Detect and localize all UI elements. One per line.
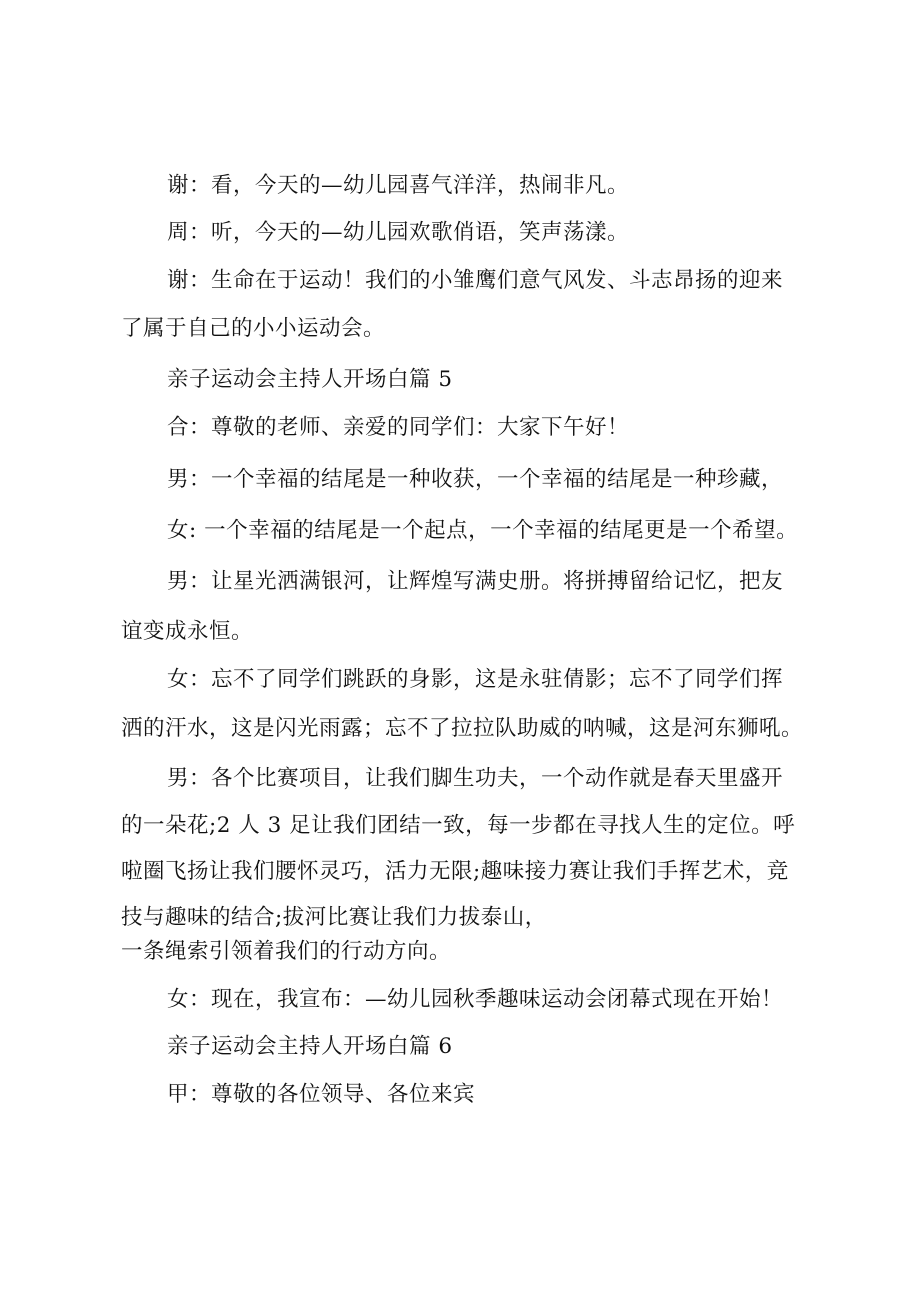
section-heading-5: 亲子运动会主持人开场白篇 5 bbox=[167, 367, 453, 392]
paragraph-xie-2-line-1: 谢：生命在于运动！我们的小雏鹰们意气风发、斗志昂扬的迎来 bbox=[167, 268, 784, 293]
paragraph-nv-2-line-2: 洒的汗水，这是闪光雨露；忘不了拉拉队助威的呐喊，这是河东狮吼。 bbox=[121, 716, 804, 741]
paragraph-nv-1: 女: 一个幸福的结尾是一个起点，一个幸福的结尾更是一个希望。 bbox=[167, 518, 799, 543]
paragraph-nan-3-line-3: 啦圈飞扬让我们腰怀灵巧，活力无限;趣味接力赛让我们手挥艺术，竞 bbox=[121, 859, 789, 884]
paragraph-xie-1: 谢：看，今天的—幼儿园喜气洋洋，热闹非凡。 bbox=[167, 173, 630, 198]
paragraph-nan-1: 男：一个幸福的结尾是一种收获，一个幸福的结尾是一种珍藏， bbox=[167, 467, 784, 492]
paragraph-nv-2-line-1: 女：忘不了同学们跳跃的身影，这是永驻倩影；忘不了同学们挥 bbox=[167, 667, 784, 692]
paragraph-nv-3: 女：现在，我宣布：—幼儿园秋季趣味运动会闭幕式现在开始！ bbox=[167, 987, 784, 1012]
paragraph-nan-3-line-5: 一条绳索引领着我们的行动方向。 bbox=[121, 939, 452, 964]
paragraph-he-1: 合：尊敬的老师、亲爱的同学们：大家下午好！ bbox=[167, 415, 630, 440]
paragraph-jia-1: 甲：尊敬的各位领导、各位来宾 bbox=[167, 1082, 476, 1107]
paragraph-zhou-1: 周：听，今天的—幼儿园欢歌俏语，笑声荡漾。 bbox=[167, 220, 630, 245]
paragraph-xie-2-line-2: 了属于自己的小小运动会。 bbox=[121, 316, 386, 341]
paragraph-nan-3-line-4: 技与趣味的结合;拔河比赛让我们力拔泰山， bbox=[121, 905, 547, 930]
paragraph-nan-3-line-1: 男：各个比赛项目，让我们脚生功夫，一个动作就是春天里盛开 bbox=[167, 766, 784, 791]
paragraph-nan-2-line-1: 男：让星光洒满银河，让辉煌写满史册。将拼搏留给记忆，把友 bbox=[167, 569, 784, 594]
paragraph-nan-3-line-2: 的一朵花;2 人 3 足让我们团结一致，每一步都在寻找人生的定位。呼 bbox=[121, 813, 796, 838]
paragraph-nan-2-line-2: 谊变成永恒。 bbox=[121, 619, 254, 644]
section-heading-6: 亲子运动会主持人开场白篇 6 bbox=[167, 1034, 453, 1059]
